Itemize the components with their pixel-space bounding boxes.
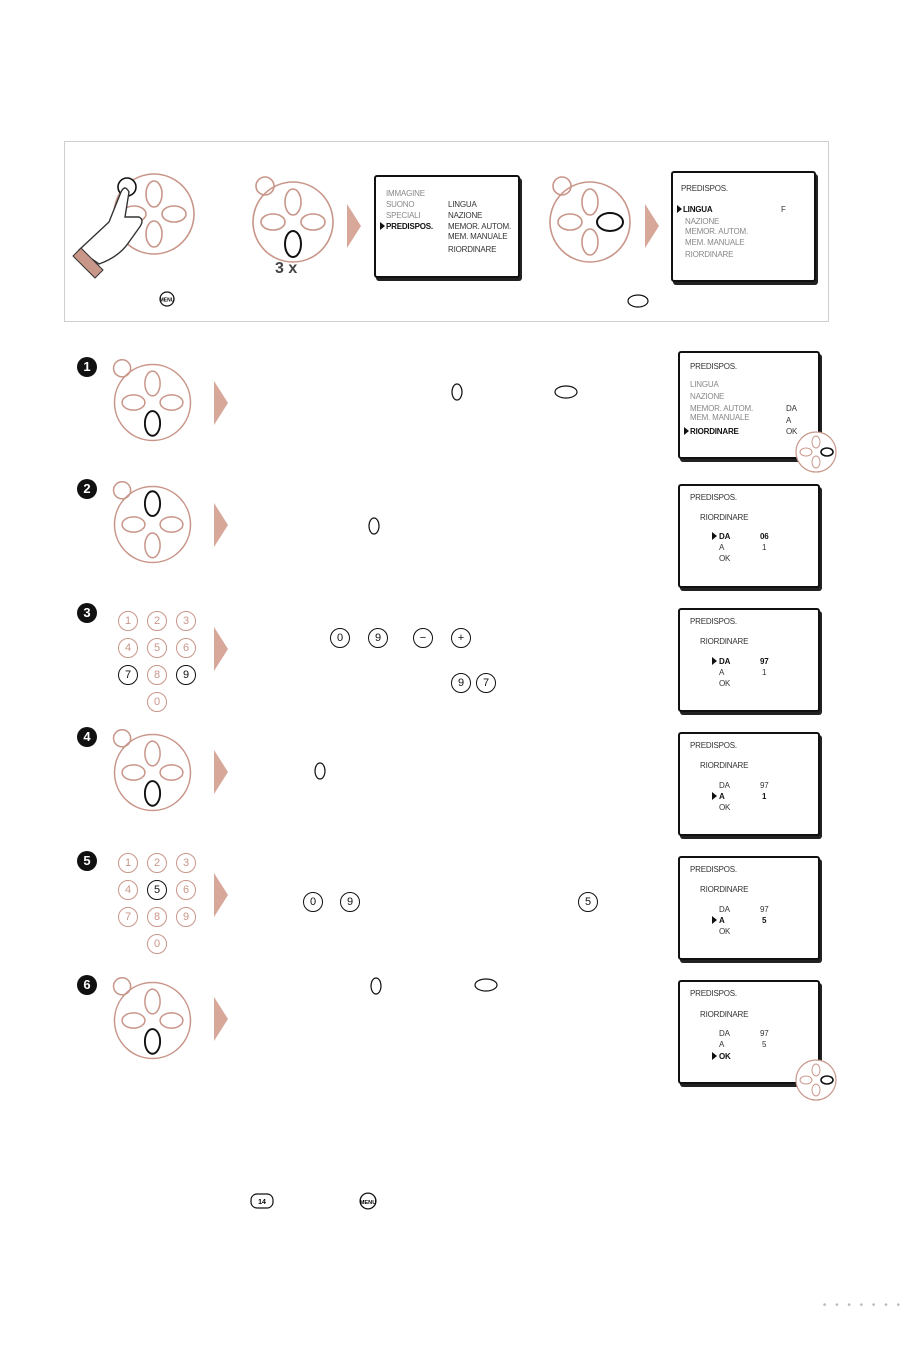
down-key-icon [370, 977, 382, 995]
selector-arrow-icon [712, 916, 717, 924]
menu-item-selected: RIORDINARE [690, 427, 739, 436]
inline-key-0: 0 [303, 892, 323, 912]
submenu-item: MEM. MANUALE [448, 232, 508, 241]
menu-item-selected: LINGUA [683, 205, 713, 214]
step-number: 4 [77, 727, 97, 747]
inline-key-0: 0 [330, 628, 350, 648]
osd-main-menu [374, 175, 520, 278]
tv-key-label: 14 [258, 1199, 266, 1206]
hand-pressing-icon [69, 172, 209, 282]
key-1: 1 [118, 853, 138, 873]
step-number: 3 [77, 603, 97, 623]
menu-item: MEMOR. AUTOM. [690, 404, 754, 413]
key-6: 6 [176, 638, 196, 658]
right-key-icon [474, 978, 498, 992]
row-ok: OK [719, 803, 731, 812]
menu-key-icon [159, 291, 175, 307]
menu-key-icon [359, 1192, 377, 1210]
step6-wheel-down-icon [105, 973, 200, 1068]
osd-predispos-menu [671, 171, 816, 282]
row-label-a: A [719, 668, 725, 677]
row-label-a: A [719, 1040, 725, 1049]
selector-arrow-icon [712, 1052, 717, 1060]
selector-arrow-icon [712, 657, 717, 665]
key-7: 7 [118, 665, 138, 685]
row-value-da: 97 [760, 905, 769, 914]
menu-item: NAZIONE [685, 217, 720, 226]
selector-arrow-icon [380, 222, 385, 230]
arrow-2 [645, 204, 659, 248]
nav-wheel-right-icon [540, 172, 640, 272]
menu-item: LINGUA [690, 380, 719, 389]
key-8: 8 [147, 665, 167, 685]
row-label-da: DA [719, 781, 730, 790]
mini-wheel-right-icon [794, 430, 838, 474]
menu-item: SPECIALI [386, 211, 421, 220]
key-4: 4 [118, 638, 138, 658]
selector-arrow-icon [712, 792, 717, 800]
step-number: 1 [77, 357, 97, 377]
key-3: 3 [176, 611, 196, 631]
row-label-da: DA [719, 532, 731, 541]
key-2: 2 [147, 611, 167, 631]
osd-subtitle: RIORDINARE [700, 761, 749, 770]
submenu-item: RIORDINARE [448, 245, 497, 254]
key-2: 2 [147, 853, 167, 873]
selector-arrow-icon [684, 427, 689, 435]
osd-screen-step4 [678, 732, 820, 836]
row-value-a: 5 [762, 916, 767, 925]
inline-key-plus: + [451, 628, 471, 648]
inline-key-7: 7 [476, 673, 496, 693]
row-ok: OK [719, 1052, 731, 1061]
menu-item: MEM. MANUALE [685, 238, 745, 247]
key-5: 5 [147, 638, 167, 658]
step-number: 5 [77, 851, 97, 871]
up-key-icon [368, 517, 380, 535]
right-key-icon [627, 294, 649, 308]
osd-title: PREDISPOS. [690, 989, 737, 998]
inline-key-9: 9 [340, 892, 360, 912]
inline-key-5: 5 [578, 892, 598, 912]
selector-arrow-icon [712, 532, 717, 540]
key-0: 0 [147, 934, 167, 954]
step4-wheel-down-icon [105, 725, 200, 820]
value-a: A [786, 416, 792, 425]
repeat-label: 3 x [275, 260, 298, 277]
page-dots: • • • • • • • [822, 1300, 903, 1311]
step2-wheel-up-icon [105, 477, 200, 572]
step3-keypad [116, 611, 206, 711]
row-value-a: 1 [762, 792, 767, 801]
menu-item: NAZIONE [690, 392, 725, 401]
osd-title: PREDISPOS. [690, 741, 737, 750]
osd-screen-step5 [678, 856, 820, 960]
step-arrow [214, 873, 228, 917]
row-value-da: 97 [760, 657, 769, 666]
inline-key-minus: − [413, 628, 433, 648]
key-4: 4 [118, 880, 138, 900]
value-ok: OK [786, 427, 798, 436]
menu-item: IMMAGINE [386, 189, 425, 198]
menu-key-label: MENU [359, 1199, 377, 1206]
osd-screen-step2 [678, 484, 820, 588]
arrow-1 [347, 204, 361, 248]
tv-14-key-icon [250, 1193, 274, 1209]
step-arrow [214, 381, 228, 425]
inline-key-9: 9 [368, 628, 388, 648]
row-ok: OK [719, 554, 731, 563]
row-value-a: 1 [762, 668, 767, 677]
row-label-da: DA [719, 657, 731, 666]
step-number: 2 [77, 479, 97, 499]
step5-keypad [116, 853, 206, 953]
osd-subtitle: RIORDINARE [700, 1010, 749, 1019]
nav-wheel-down-icon [243, 172, 343, 272]
row-value-a: 1 [762, 543, 767, 552]
osd-screen-step3 [678, 608, 820, 712]
key-9: 9 [176, 665, 196, 685]
mini-wheel-right-icon [794, 1058, 838, 1102]
row-label-a: A [719, 916, 725, 925]
down-key-icon [314, 762, 326, 780]
inline-key-9: 9 [451, 673, 471, 693]
row-ok: OK [719, 679, 731, 688]
right-key-icon [554, 385, 578, 399]
row-value-da: 06 [760, 532, 769, 541]
key-7: 7 [118, 907, 138, 927]
row-label-da: DA [719, 1029, 730, 1038]
lingua-value: F [781, 205, 786, 214]
osd-title: PREDISPOS. [690, 493, 737, 502]
row-label-a: A [719, 543, 725, 552]
submenu-item: LINGUA [448, 200, 477, 209]
osd-subtitle: RIORDINARE [700, 885, 749, 894]
row-ok: OK [719, 927, 731, 936]
step-number: 6 [77, 975, 97, 995]
key-0: 0 [147, 692, 167, 712]
svg-text:MENU: MENU [159, 297, 175, 304]
osd-title: PREDISPOS. [690, 865, 737, 874]
menu-item: RIORDINARE [685, 250, 734, 259]
step-arrow [214, 997, 228, 1041]
key-3: 3 [176, 853, 196, 873]
step-arrow [214, 750, 228, 794]
menu-item: SUONO [386, 200, 415, 209]
key-6: 6 [176, 880, 196, 900]
osd-title: PREDISPOS. [690, 362, 737, 371]
value-da: DA [786, 404, 797, 413]
menu-item: MEM. MANUALE [690, 413, 750, 422]
intro-panel [64, 141, 829, 322]
osd-title: PREDISPOS. [690, 617, 737, 626]
osd-subtitle: RIORDINARE [700, 637, 749, 646]
osd-subtitle: RIORDINARE [700, 513, 749, 522]
step-arrow [214, 503, 228, 547]
menu-item-selected: PREDISPOS. [386, 222, 433, 231]
submenu-item: MEMOR. AUTOM. [448, 222, 512, 231]
key-5: 5 [147, 880, 167, 900]
submenu-item: NAZIONE [448, 211, 483, 220]
step-arrow [214, 627, 228, 671]
menu-item: MEMOR. AUTOM. [685, 227, 749, 236]
row-label-a: A [719, 792, 725, 801]
step1-wheel-down-icon [105, 355, 200, 450]
osd-title: PREDISPOS. [681, 184, 728, 193]
key-1: 1 [118, 611, 138, 631]
row-label-da: DA [719, 905, 730, 914]
row-value-a: 5 [762, 1040, 767, 1049]
row-value-da: 97 [760, 781, 769, 790]
key-8: 8 [147, 907, 167, 927]
key-9: 9 [176, 907, 196, 927]
down-key-icon [451, 383, 463, 401]
selector-arrow-icon [677, 205, 682, 213]
row-value-da: 97 [760, 1029, 769, 1038]
